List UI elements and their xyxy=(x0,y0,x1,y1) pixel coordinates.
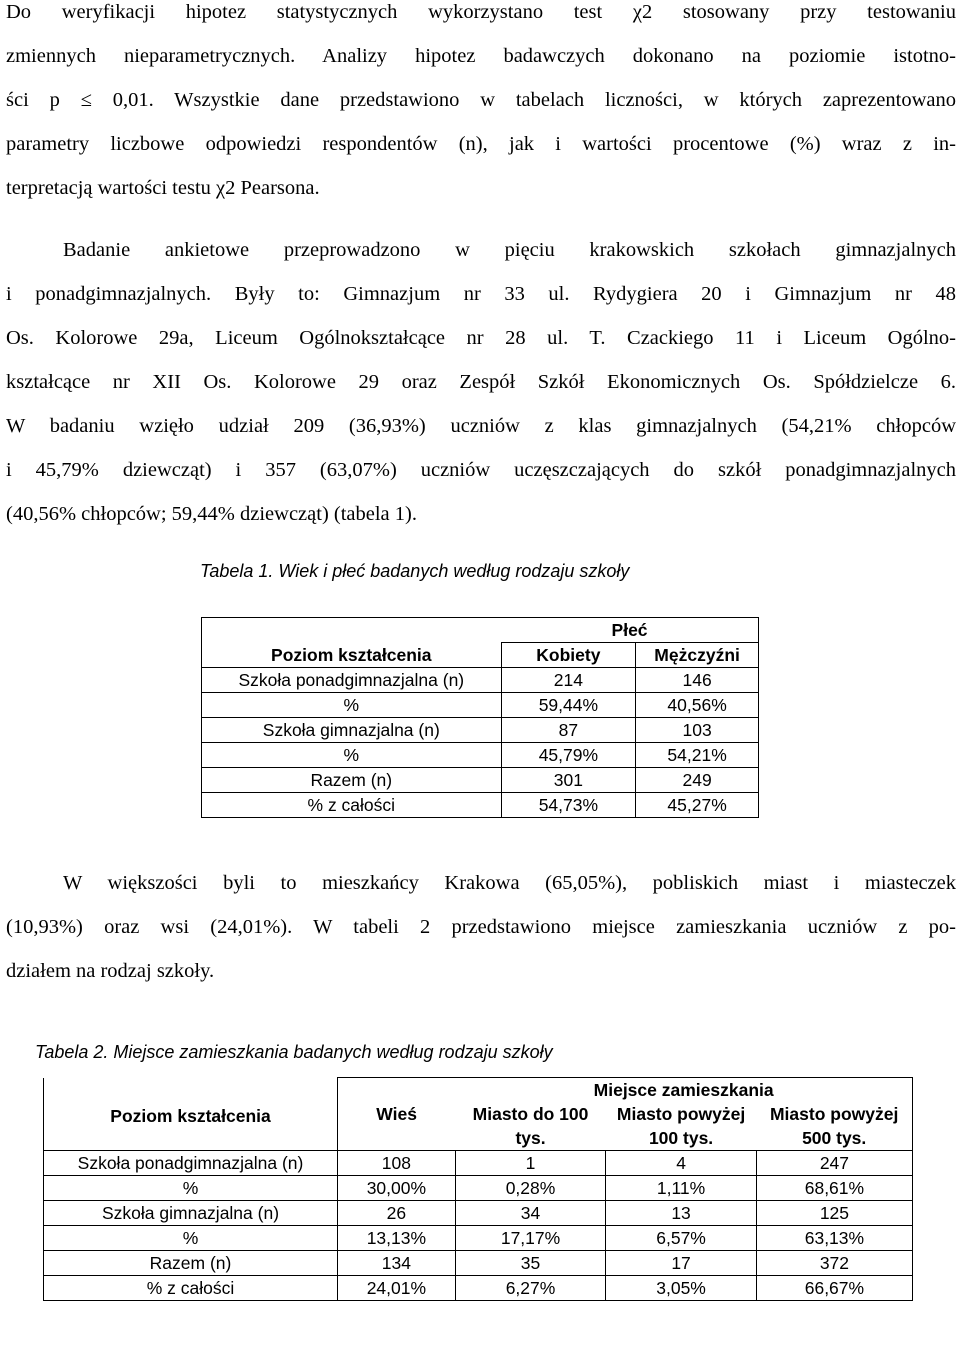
paragraph-line: zmiennych nieparametrycznych. Analizy hipotez badawczych dokonano na poziomie istotno- xyxy=(6,45,956,67)
table1 xyxy=(201,617,759,818)
table-cell: 301 xyxy=(501,768,636,793)
table-cell: 134 xyxy=(338,1251,456,1276)
table-cell: 30,00% xyxy=(338,1176,456,1201)
table-column-header: Miasto do 100 tys. xyxy=(472,1104,589,1148)
table-row xyxy=(202,718,759,743)
table-header-cell xyxy=(202,618,502,643)
table-cell: 17 xyxy=(606,1251,757,1276)
paragraph-study-description xyxy=(6,228,956,536)
table-cell: 1,11% xyxy=(606,1176,757,1201)
table-cell: Szkoła gimnazjalna (n) xyxy=(44,1201,338,1226)
table-cell: 24,01% xyxy=(338,1276,456,1301)
paragraph-line: i ponadgimnazjalnych. Były to: Gimnazjum nr 33 ul. Rydygiera 20 i Gimnazjum nr 48 xyxy=(6,283,956,305)
table-cell: 214 xyxy=(501,668,636,693)
table-column-header: Kobiety xyxy=(501,643,636,668)
paragraph-line: W badaniu wzięło udział 209 (36,93%) uczniów z klas gimnazjalnych (54,21% chłopców xyxy=(6,415,956,437)
table-cell: % xyxy=(202,743,502,768)
table-cell: % z całości xyxy=(202,793,502,818)
table2-caption: Tabela 2. Miejsce zamieszkania badanych według rodzaju szkoły xyxy=(35,1042,553,1062)
table-row xyxy=(202,793,759,818)
table-cell: Razem (n) xyxy=(202,768,502,793)
table-header-row xyxy=(44,1078,913,1103)
table-row-header: Poziom kształcenia xyxy=(202,643,502,668)
table-header-cell xyxy=(338,1078,456,1103)
table-cell: 247 xyxy=(756,1151,912,1176)
table-cell: 125 xyxy=(756,1201,912,1226)
table-column-header: Miasto powyżej 100 tys. xyxy=(616,1104,746,1148)
table-cell: 108 xyxy=(338,1151,456,1176)
table-column-header: Wieś xyxy=(338,1102,456,1151)
table1-caption: Tabela 1. Wiek i płeć badanych według rodzaju szkoły xyxy=(200,561,630,581)
table-cell: % z całości xyxy=(44,1276,338,1301)
table-cell: 87 xyxy=(501,718,636,743)
table-row xyxy=(44,1176,913,1201)
table-cell: 4 xyxy=(606,1151,757,1176)
table-cell: 249 xyxy=(636,768,759,793)
table-cell: 54,73% xyxy=(501,793,636,818)
table-cell: 103 xyxy=(636,718,759,743)
table-cell: Razem (n) xyxy=(44,1251,338,1276)
table-row xyxy=(202,668,759,693)
table-row xyxy=(202,743,759,768)
paragraph-line: ści p ≤ 0,01. Wszystkie dane przedstawiono w tabelach liczności, w których zaprezentowano xyxy=(6,89,956,111)
table-cell: % xyxy=(44,1176,338,1201)
paragraph-line: i 45,79% dziewcząt) i 357 (63,07%) uczniów uczęszczających do szkół ponadgimnazjalnych xyxy=(6,459,956,481)
paragraph-line: kształcące nr XII Os. Kolorowe 29 oraz Zespół Szkół Ekonomicznych Os. Spółdzielcze 6. xyxy=(6,371,956,393)
paragraph-line: (10,93%) oraz wsi (24,01%). W tabeli 2 przedstawiono miejsce zamieszkania uczniów z po- xyxy=(6,916,956,938)
paragraph-line: Do weryfikacji hipotez statystycznych wykorzystano test χ2 stosowany przy testowaniu xyxy=(6,1,956,23)
table-column-header: Mężczyźni xyxy=(636,643,759,668)
table-row xyxy=(202,768,759,793)
table-row xyxy=(44,1226,913,1251)
table-cell: Szkoła ponadgimnazjalna (n) xyxy=(202,668,502,693)
table-cell: 146 xyxy=(636,668,759,693)
table-cell: 6,57% xyxy=(606,1226,757,1251)
table-cell: 13 xyxy=(606,1201,757,1226)
table-row xyxy=(44,1251,913,1276)
table-cell: Szkoła gimnazjalna (n) xyxy=(202,718,502,743)
table-cell: 1 xyxy=(455,1151,606,1176)
table-cell: 13,13% xyxy=(338,1226,456,1251)
table-cell: Szkoła ponadgimnazjalna (n) xyxy=(44,1151,338,1176)
paragraph-line: parametry liczbowe odpowiedzi respondentów (n), jak i wartości procentowe (%) wraz z in- xyxy=(6,133,956,155)
table-cell: 63,13% xyxy=(756,1226,912,1251)
table-cell: 40,56% xyxy=(636,693,759,718)
table-cell: 372 xyxy=(756,1251,912,1276)
table-cell: % xyxy=(44,1226,338,1251)
table-row xyxy=(44,1276,913,1301)
table-cell: 0,28% xyxy=(455,1176,606,1201)
table-cell: 6,27% xyxy=(455,1276,606,1301)
table-row xyxy=(202,693,759,718)
paragraph-residence xyxy=(6,861,956,993)
table-row-header: Poziom kształcenia xyxy=(44,1078,338,1151)
table-row xyxy=(44,1151,913,1176)
table-group-header: Płeć xyxy=(501,618,758,643)
paragraph-line: Os. Kolorowe 29a, Liceum Ogólnokształcące nr 28 ul. T. Czackiego 11 i Liceum Ogólno- xyxy=(6,327,956,349)
table-column-header: Miasto powyżej 500 tys. xyxy=(756,1102,912,1151)
table-cell: 66,67% xyxy=(756,1276,912,1301)
table-cell: 68,61% xyxy=(756,1176,912,1201)
table2 xyxy=(43,1077,913,1301)
table-cell: % xyxy=(202,693,502,718)
table-header-row xyxy=(202,618,759,643)
paragraph-methods xyxy=(6,0,956,210)
table-row xyxy=(44,1201,913,1226)
paragraph-line: (40,56% chłopców; 59,44% dziewcząt) (tabela 1). xyxy=(6,503,417,525)
table-cell: 45,27% xyxy=(636,793,759,818)
table-group-header: Miejsce zamieszkania xyxy=(455,1078,912,1103)
table-cell: 34 xyxy=(455,1201,606,1226)
paragraph-line: Badanie ankietowe przeprowadzono w pięciu krakowskich szkołach gimnazjalnych xyxy=(63,239,956,261)
table-cell: 35 xyxy=(455,1251,606,1276)
table-header-row xyxy=(202,643,759,668)
paragraph-line: terpretacją wartości testu χ2 Pearsona. xyxy=(6,177,320,199)
table-cell: 17,17% xyxy=(455,1226,606,1251)
table-cell: 3,05% xyxy=(606,1276,757,1301)
paragraph-line: W większości byli to mieszkańcy Krakowa (65,05%), pobliskich miast i miasteczek xyxy=(63,872,956,894)
table-cell: 54,21% xyxy=(636,743,759,768)
table-cell: 59,44% xyxy=(501,693,636,718)
paragraph-line: działem na rodzaj szkoły. xyxy=(6,960,215,982)
table-cell: 45,79% xyxy=(501,743,636,768)
table-cell: 26 xyxy=(338,1201,456,1226)
